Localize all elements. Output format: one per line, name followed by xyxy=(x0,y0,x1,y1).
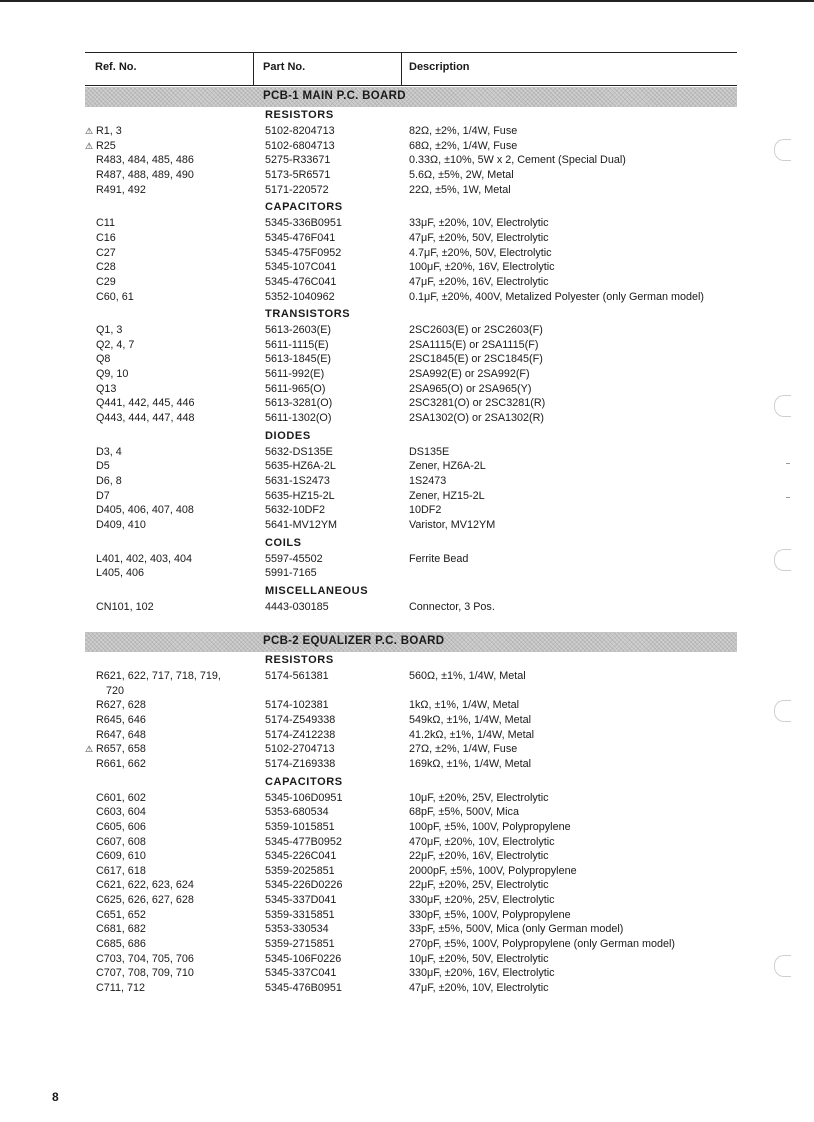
header-description: Description xyxy=(409,61,470,73)
part-no: 5174-Z169338 xyxy=(265,757,336,770)
section-band xyxy=(85,632,737,652)
description: 0.33Ω, ±10%, 5W x 2, Cement (Special Dual) xyxy=(409,154,626,167)
description: 33pF, ±5%, 500V, Mica (only German model) xyxy=(409,923,624,936)
table-row xyxy=(0,396,814,410)
category-heading: CAPACITORS xyxy=(265,775,343,788)
description: 1kΩ, ±1%, 1/4W, Metal xyxy=(409,699,520,712)
description: 47μF, ±20%, 10V, Electrolytic xyxy=(409,982,549,994)
description: 5.6Ω, ±5%, 2W, Metal xyxy=(409,168,514,181)
ref-no: D3, 4 xyxy=(96,445,122,458)
ref-no: D409, 410 xyxy=(96,518,146,531)
ref-no: C621, 622, 623, 624 xyxy=(96,879,194,892)
category-heading: DIODES xyxy=(265,429,311,442)
ref-no: C651, 652 xyxy=(96,908,146,921)
description: Varistor, MV12YM xyxy=(409,518,496,531)
description: 10μF, ±20%, 25V, Electrolytic xyxy=(409,791,549,804)
ref-no: R1, 3 xyxy=(96,125,122,137)
table-row xyxy=(0,323,814,337)
table-row xyxy=(0,216,814,230)
description: 22μF, ±20%, 16V, Electrolytic xyxy=(409,850,549,863)
part-no: 5632-10DF2 xyxy=(265,504,326,517)
part-no: 5171-220572 xyxy=(265,183,329,196)
part-no: 5611-1302(O) xyxy=(265,412,332,425)
table-row xyxy=(0,728,814,742)
table-row xyxy=(0,937,814,951)
ref-no: C685, 686 xyxy=(96,938,146,951)
ref-no: R647, 648 xyxy=(96,728,146,741)
table-row xyxy=(0,742,814,756)
part-no: 5345-477B0952 xyxy=(265,835,342,848)
table-row xyxy=(0,893,814,907)
table-row xyxy=(0,139,814,153)
ref-no: C711, 712 xyxy=(96,982,146,994)
part-no: 5352-1040962 xyxy=(265,290,335,303)
ref-no: D405, 406, 407, 408 xyxy=(96,504,194,517)
warning-triangle-icon: ⚠ xyxy=(85,126,94,136)
description: Connector, 3 Pos. xyxy=(409,600,495,613)
ref-no: Q443, 444, 447, 448 xyxy=(96,412,195,425)
part-no: 5174-Z549338 xyxy=(265,713,336,726)
part-no: 5275-R33671 xyxy=(265,154,331,167)
description: 10μF, ±20%, 50V, Electrolytic xyxy=(409,952,549,965)
table-row xyxy=(0,474,814,488)
table-row xyxy=(0,966,814,980)
table-row xyxy=(0,757,814,771)
table-row xyxy=(0,352,814,366)
section-title: PCB-1 MAIN P.C. BOARD xyxy=(263,90,406,102)
ref-no: Q1, 3 xyxy=(96,324,123,337)
part-no: 5991-7165 xyxy=(265,567,317,580)
ref-no: C16 xyxy=(96,231,116,244)
table-row xyxy=(0,518,814,532)
table-row xyxy=(0,338,814,352)
description: 169kΩ, ±1%, 1/4W, Metal xyxy=(409,757,532,770)
table-row xyxy=(0,922,814,936)
description: 4.7μF, ±20%, 50V, Electrolytic xyxy=(409,246,552,259)
description: DS135E xyxy=(409,445,450,458)
table-row xyxy=(0,246,814,260)
table-row xyxy=(0,367,814,381)
part-no: 5641-MV12YM xyxy=(265,518,338,531)
part-no: 5345-106F0226 xyxy=(265,952,342,965)
part-no: 5631-1S2473 xyxy=(265,475,330,487)
table-row xyxy=(0,411,814,425)
table-row xyxy=(0,835,814,849)
ref-no: C603, 604 xyxy=(96,806,146,819)
description: 470μF, ±20%, 10V, Electrolytic xyxy=(409,835,555,848)
description: Ferrite Bead xyxy=(409,552,469,565)
part-no: 5359-3315851 xyxy=(265,908,335,921)
ref-no: C681, 682 xyxy=(96,923,146,936)
part-no: 5635-HZ15-2L xyxy=(265,489,335,502)
ref-no: C11 xyxy=(96,217,116,230)
table-row xyxy=(0,382,814,396)
table-row xyxy=(0,566,814,580)
section-band xyxy=(85,87,737,107)
table-row xyxy=(0,908,814,922)
table-row xyxy=(0,489,814,503)
table-row xyxy=(0,168,814,182)
punch-hole-mark xyxy=(774,549,791,571)
category-heading: RESISTORS xyxy=(265,654,334,666)
table-row xyxy=(0,290,814,304)
ref-no: R621, 622, 717, 718, 719, xyxy=(96,670,221,682)
section-title: PCB-2 EQUALIZER P.C. BOARD xyxy=(263,635,445,647)
ref-no: R661, 662 xyxy=(96,757,146,770)
description: 330μF, ±20%, 16V, Electrolytic xyxy=(409,967,555,980)
punch-hole-mark xyxy=(774,700,791,722)
description: 330μF, ±20%, 25V, Electrolytic xyxy=(409,894,555,907)
description: 2SC1845(E) or 2SC1845(F) xyxy=(409,353,543,366)
description: 270pF, ±5%, 100V, Polypropylene (only German model) xyxy=(409,938,675,951)
description: 100pF, ±5%, 100V, Polypropylene xyxy=(409,820,571,833)
punch-hole-mark xyxy=(774,395,791,417)
part-no: 5359-1015851 xyxy=(265,820,335,833)
description: 27Ω, ±2%, 1/4W, Fuse xyxy=(409,743,518,756)
part-no: 5102-8204713 xyxy=(265,125,335,137)
part-no: 5174-102381 xyxy=(265,699,329,712)
table-row xyxy=(0,124,814,138)
table-row xyxy=(0,183,814,197)
description: 560Ω, ±1%, 1/4W, Metal xyxy=(409,670,526,682)
table-row xyxy=(0,791,814,805)
description: 68Ω, ±2%, 1/4W, Fuse xyxy=(409,139,518,152)
ref-no: L401, 402, 403, 404 xyxy=(96,552,193,565)
description: 2SA992(E) or 2SA992(F) xyxy=(409,368,530,381)
part-no: 5613-1845(E) xyxy=(265,353,332,366)
category-heading: RESISTORS xyxy=(265,109,334,121)
table-row xyxy=(0,878,814,892)
scan-mark xyxy=(786,463,790,464)
part-no: 5345-476C041 xyxy=(265,275,337,288)
table-row xyxy=(0,153,814,167)
category-heading: CAPACITORS xyxy=(265,201,343,214)
part-no: 5345-476F041 xyxy=(265,231,336,244)
part-no: 5359-2715851 xyxy=(265,938,335,951)
ref-no: C609, 610 xyxy=(96,850,146,863)
category-heading: COILS xyxy=(265,536,302,549)
table-row xyxy=(0,275,814,289)
part-no: 5345-476B0951 xyxy=(265,982,342,994)
part-no: 5102-6804713 xyxy=(265,139,335,152)
part-no: 5611-992(E) xyxy=(265,368,325,381)
description: 10DF2 xyxy=(409,504,442,517)
ref-no: Q8 xyxy=(96,353,111,366)
part-no: 5635-HZ6A-2L xyxy=(265,460,336,473)
description: 2SA1115(E) or 2SA1115(F) xyxy=(409,338,539,351)
ref-no: L405, 406 xyxy=(96,567,145,580)
description: 41.2kΩ, ±1%, 1/4W, Metal xyxy=(409,728,535,741)
table-row xyxy=(0,952,814,966)
scan-mark xyxy=(786,497,790,498)
part-no: 5345-337C041 xyxy=(265,967,337,980)
description: 68pF, ±5%, 500V, Mica xyxy=(409,806,519,819)
category-heading: MISCELLANEOUS xyxy=(265,584,369,597)
ref-no: C601, 602 xyxy=(96,791,146,804)
description: 22Ω, ±5%, 1W, Metal xyxy=(409,183,511,196)
description: 100μF, ±20%, 16V, Electrolytic xyxy=(409,261,555,274)
ref-no: C60, 61 xyxy=(96,290,134,303)
table-row xyxy=(0,981,814,995)
header-part: Part No. xyxy=(263,61,306,73)
part-no: 4443-030185 xyxy=(265,600,329,613)
table-row xyxy=(0,713,814,727)
ref-no: R645, 646 xyxy=(96,713,146,726)
ref-no: R657, 658 xyxy=(96,743,146,756)
description: 2000pF, ±5%, 100V, Polypropylene xyxy=(409,864,577,877)
ref-no: C703, 704, 705, 706 xyxy=(96,952,194,965)
description: Zener, HZ6A-2L xyxy=(409,460,486,473)
table-row xyxy=(0,459,814,473)
ref-no: R627, 628 xyxy=(96,699,146,712)
ref-no: C27 xyxy=(96,246,116,259)
table-row xyxy=(0,698,814,712)
table-row xyxy=(0,552,814,566)
header-ref: Ref. No. xyxy=(95,61,137,73)
part-no: 5345-475F0952 xyxy=(265,246,342,259)
table-row xyxy=(0,231,814,245)
part-no: 5345-336B0951 xyxy=(265,217,342,230)
ref-no: Q441, 442, 445, 446 xyxy=(96,397,195,410)
ref-no: C605, 606 xyxy=(96,820,146,833)
part-no: 5174-561381 xyxy=(265,670,329,682)
ref-no: Q2, 4, 7 xyxy=(96,338,135,351)
description: 2SC3281(O) or 2SC3281(R) xyxy=(409,397,546,410)
ref-no: D7 xyxy=(96,489,110,502)
part-no: 5632-DS135E xyxy=(265,445,333,458)
description: 22μF, ±20%, 25V, Electrolytic xyxy=(409,879,549,892)
table-row xyxy=(0,849,814,863)
description: 47μF, ±20%, 16V, Electrolytic xyxy=(409,275,549,288)
table-row xyxy=(0,445,814,459)
description: 549kΩ, ±1%, 1/4W, Metal xyxy=(409,713,532,726)
description: 2SA1302(O) or 2SA1302(R) xyxy=(409,412,545,425)
ref-no: C607, 608 xyxy=(96,835,146,848)
ref-no: C29 xyxy=(96,275,116,288)
description: Zener, HZ15-2L xyxy=(409,489,485,502)
part-no: 5613-2603(E) xyxy=(265,324,332,337)
part-no: 5597-45502 xyxy=(265,552,323,565)
table-row xyxy=(0,669,814,683)
ref-no: R483, 484, 485, 486 xyxy=(96,154,194,167)
category-heading: TRANSISTORS xyxy=(265,308,351,321)
ref-no: C707, 708, 709, 710 xyxy=(96,967,194,980)
part-no: 5345-107C041 xyxy=(265,261,337,274)
description: 33μF, ±20%, 10V, Electrolytic xyxy=(409,217,549,230)
description: 47μF, ±20%, 50V, Electrolytic xyxy=(409,231,549,244)
part-no: 5613-3281(O) xyxy=(265,397,333,410)
ref-no: C617, 618 xyxy=(96,864,146,877)
part-no: 5353-330534 xyxy=(265,923,329,936)
part-no: 5345-337D041 xyxy=(265,894,337,907)
ref-no: R25 xyxy=(96,139,116,152)
part-no: 5174-Z412238 xyxy=(265,728,336,741)
ref-no-continued: 720 xyxy=(106,684,125,697)
ref-no: R487, 488, 489, 490 xyxy=(96,168,194,181)
description: 0.1μF, ±20%, 400V, Metalized Polyester (only German model) xyxy=(409,290,705,303)
warning-triangle-icon: ⚠ xyxy=(85,744,94,755)
table-row xyxy=(0,260,814,274)
description: 330pF, ±5%, 100V, Polypropylene xyxy=(409,908,571,921)
ref-no: Q13 xyxy=(96,382,117,395)
part-no: 5611-965(O) xyxy=(265,382,326,395)
part-no: 5173-5R6571 xyxy=(265,168,331,181)
part-no: 5353-680534 xyxy=(265,806,329,819)
description: 82Ω, ±2%, 1/4W, Fuse xyxy=(409,125,518,137)
punch-hole-mark xyxy=(774,139,791,161)
ref-no: Q9, 10 xyxy=(96,368,129,381)
table-row xyxy=(0,600,814,614)
table-row xyxy=(0,503,814,517)
table-row xyxy=(0,805,814,819)
description: 2SA965(O) or 2SA965(Y) xyxy=(409,382,532,395)
ref-no: D6, 8 xyxy=(96,475,122,487)
table-row-continued xyxy=(0,684,814,698)
page-number: 8 xyxy=(52,1090,59,1104)
part-no: 5102-2704713 xyxy=(265,743,335,756)
ref-no: C28 xyxy=(96,261,116,274)
punch-hole-mark xyxy=(774,955,791,977)
part-no: 5359-2025851 xyxy=(265,864,335,877)
part-no: 5345-226C041 xyxy=(265,850,337,863)
part-no: 5345-226D0226 xyxy=(265,879,343,892)
part-no: 5611-1115(E) xyxy=(265,338,329,351)
table-row xyxy=(0,820,814,834)
description: 1S2473 xyxy=(409,475,447,487)
ref-no: CN101, 102 xyxy=(96,600,154,613)
ref-no: R491, 492 xyxy=(96,183,146,196)
part-no: 5345-106D0951 xyxy=(265,791,343,804)
description: 2SC2603(E) or 2SC2603(F) xyxy=(409,324,543,337)
table-row xyxy=(0,864,814,878)
ref-no: D5 xyxy=(96,460,110,473)
warning-triangle-icon: ⚠ xyxy=(85,140,94,151)
ref-no: C625, 626, 627, 628 xyxy=(96,894,194,907)
